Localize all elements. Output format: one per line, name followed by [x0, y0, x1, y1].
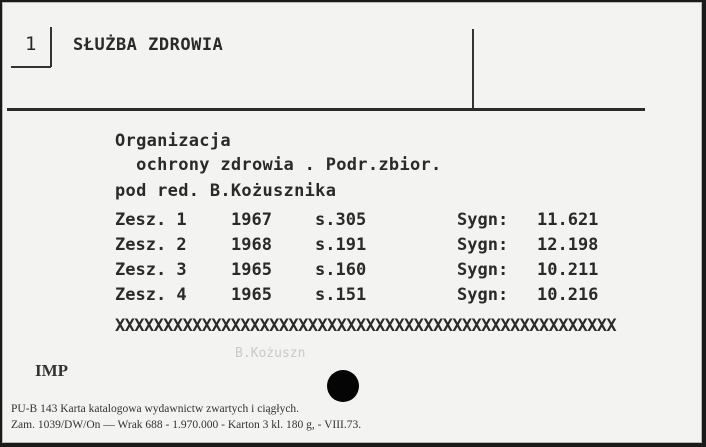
- heading-line-3: pod red. B.Kożusznika: [115, 181, 337, 201]
- entry-year: 1967: [231, 210, 272, 230]
- entry-sygn: 10.211: [537, 260, 599, 280]
- footer-line-1: PU-B 143 Karta katalogowa wydawnictw zwartych i ciągłych.: [11, 403, 300, 415]
- entry-pages: s.305: [315, 210, 367, 230]
- header-horizontal-rule: [7, 108, 645, 111]
- entry-sygn-label: Sygn:: [457, 210, 509, 230]
- heading-line-1: Organizacja: [115, 131, 231, 151]
- entry-sygn-label: Sygn:: [457, 285, 509, 305]
- entry-sygn: 12.198: [537, 235, 599, 255]
- faint-show-through-text: B.Kożuszn: [235, 346, 306, 361]
- entry-pages: s.160: [315, 260, 367, 280]
- catalog-card: [2, 2, 702, 443]
- imp-stamp: IMP: [35, 361, 69, 380]
- entry-label: Zesz. 4: [115, 285, 187, 305]
- entry-year: 1968: [231, 235, 272, 255]
- entry-sygn: 10.216: [537, 285, 599, 305]
- card-number: 1: [25, 33, 37, 55]
- footer-line-2: Zam. 1039/DW/On — Wrak 688 - 1.970.000 - Karton 3 kl. 180 g, - VIII.73.: [11, 419, 362, 431]
- entry-label: Zesz. 3: [115, 260, 187, 280]
- header-vertical-rule: [472, 29, 474, 109]
- struck-out-entry: XXXXXXXXXXXXXXXXXXXXXXXXXXXXXXXXXXXXXXXXXXXXXXXXXXXX: [115, 316, 617, 336]
- entry-label: Zesz. 1: [115, 210, 187, 230]
- number-divider: [50, 27, 52, 67]
- number-underline: [11, 66, 51, 68]
- entry-pages: s.191: [315, 235, 367, 255]
- entry-pages: s.151: [315, 285, 367, 305]
- card-title: SŁUŻBA ZDROWIA: [73, 35, 224, 55]
- entry-year: 1965: [231, 260, 272, 280]
- entry-sygn-label: Sygn:: [457, 260, 509, 280]
- entry-year: 1965: [231, 285, 272, 305]
- heading-line-2: ochrony zdrowia . Podr.zbior.: [115, 155, 442, 175]
- punch-hole: [327, 370, 359, 402]
- entry-sygn: 11.621: [537, 210, 599, 230]
- entry-label: Zesz. 2: [115, 235, 187, 255]
- entry-sygn-label: Sygn:: [457, 235, 509, 255]
